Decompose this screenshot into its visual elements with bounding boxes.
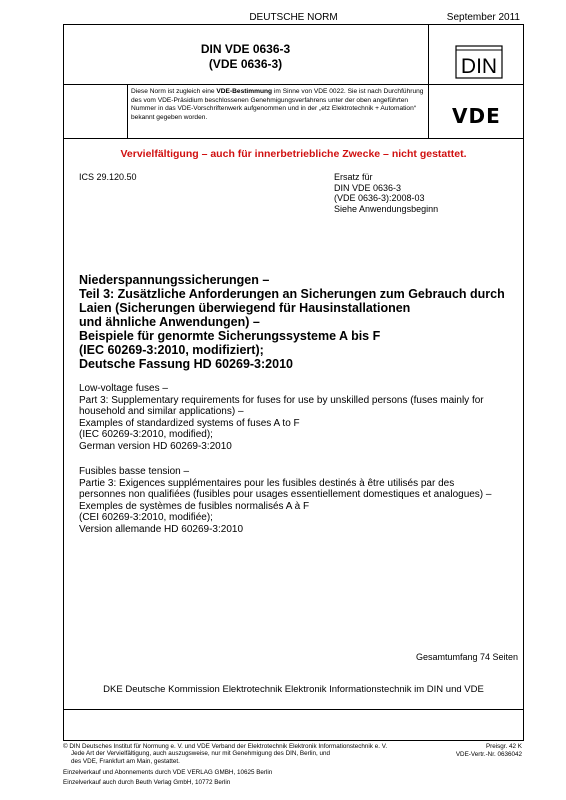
title-line: (CEI 60269-3:2010, modifiée); — [79, 512, 213, 523]
divider — [127, 84, 128, 138]
document-number-block — [63, 42, 428, 72]
approval-note — [131, 88, 427, 122]
vde-number: (VDE 0636-3) — [208, 57, 283, 71]
ics-code: ICS 29.120.50 — [79, 172, 137, 182]
issue-date: September 2011 — [446, 12, 520, 23]
replacement-line: DIN VDE 0636-3 — [334, 182, 402, 193]
divider — [63, 709, 524, 710]
title-line: Part 3: Supplementary requirements for fuses for use by unskilled persons (fuses mainly for — [79, 394, 484, 406]
title-line: und ähnliche Anwendungen) – — [79, 315, 260, 329]
replacement-line: Siehe Anwendungsbeginn — [334, 203, 439, 214]
approval-note-pre: Diese Norm ist zugleich eine — [131, 88, 217, 95]
title-line: (IEC 60269-3:2010, modifiziert); — [79, 343, 264, 357]
title-line: (IEC 60269-3:2010, modified); — [79, 429, 213, 440]
title-line: household and similar applications) – — [79, 406, 244, 417]
replacement-line: Ersatz für — [334, 172, 373, 182]
norm-label: DEUTSCHE NORM — [249, 12, 338, 23]
title-line: Teil 3: Zusätzliche Anforderungen an Sicherungen zum Gebrauch durch — [79, 287, 505, 301]
vde-logo: VDE — [452, 104, 501, 128]
replacement-line: (VDE 0636-3):2008-03 — [334, 193, 425, 203]
title-line: Deutsche Fassung HD 60269-3:2010 — [79, 357, 293, 371]
title-line: Low-voltage fuses – — [79, 383, 168, 394]
title-line: Fusibles basse tension – — [79, 466, 190, 477]
title-line: Exemples de systèmes de fusibles normalisés A à F — [79, 500, 310, 512]
total-pages: Gesamtumfang 74 Seiten — [415, 652, 518, 662]
title-german — [79, 273, 519, 371]
copyright-line: des VDE, Frankfurt am Main, gestattet. — [71, 757, 180, 765]
title-french — [79, 466, 519, 535]
title-english — [79, 383, 519, 452]
document-number: DIN VDE 0636-3 — [200, 42, 291, 56]
sales-vde: Einzelverkauf und Abonnements durch VDE VERLAG GMBH, 10625 Berlin — [63, 769, 273, 776]
price-info — [456, 743, 522, 758]
replacement-info — [334, 172, 438, 214]
title-line: Niederspannungssicherungen – — [79, 273, 270, 287]
order-number: VDE-Vertr.-Nr. 0636042 — [455, 750, 522, 758]
title-line: personnes non qualifiées (fusibles pour usages essentiellement domestiques et analogues) – — [79, 489, 492, 500]
din-logo-text: DIN — [460, 55, 498, 78]
divider — [63, 84, 524, 85]
copyright-notice — [63, 743, 423, 765]
price-group: Preisgr. 42 K — [485, 743, 522, 750]
title-line: Examples of standardized systems of fuses A to F — [79, 417, 300, 429]
approval-note-bold: VDE-Bestimmung — [216, 88, 273, 95]
title-line: German version HD 60269-3:2010 — [79, 440, 232, 452]
title-line: Beispiele für genormte Sicherungssysteme A bis F — [79, 329, 381, 343]
copying-warning: Vervielfältigung – auch für innerbetriebliche Zwecke – nicht gestattet. — [120, 148, 467, 160]
copyright-line: Jede Art der Vervielfältigung, auch auszugsweise, nur mit Genehmigung des DIN, Berlin, und — [71, 750, 331, 758]
title-line: Partie 3: Exigences supplémentaires pour les fusibles destinés à être utilisés par des — [79, 477, 455, 489]
divider — [428, 24, 429, 138]
divider — [63, 138, 524, 139]
din-logo — [455, 45, 503, 79]
title-line: Laien (Sicherungen überwiegend für Hausinstallationen — [79, 301, 411, 315]
sales-beuth: Einzelverkauf auch durch Beuth Verlag GmbH, 10772 Berlin — [63, 779, 231, 786]
dke-line: DKE Deutsche Kommission Elektrotechnik Elektronik Informationstechnik im DIN und VDE — [103, 684, 484, 695]
approval-note-post: im Sinne von VDE 0022. Sie ist nach Durchführung des vom VDE-Präsidium beschlossenen Genehmigungsverfahrens unter der oben angeführten Nummer in das VDE-Vorschriftenwerk aufgenommen und in der „etz Elektrotechnik + Automation“ bekannt gegeben worden. — [131, 88, 424, 121]
title-line: Version allemande HD 60269-3:2010 — [79, 523, 243, 535]
copyright-line: © DIN Deutsches Institut für Normung e. V. und VDE Verband der Elektrotechnik Elektronik Informationstechnik e. V. — [63, 743, 388, 750]
